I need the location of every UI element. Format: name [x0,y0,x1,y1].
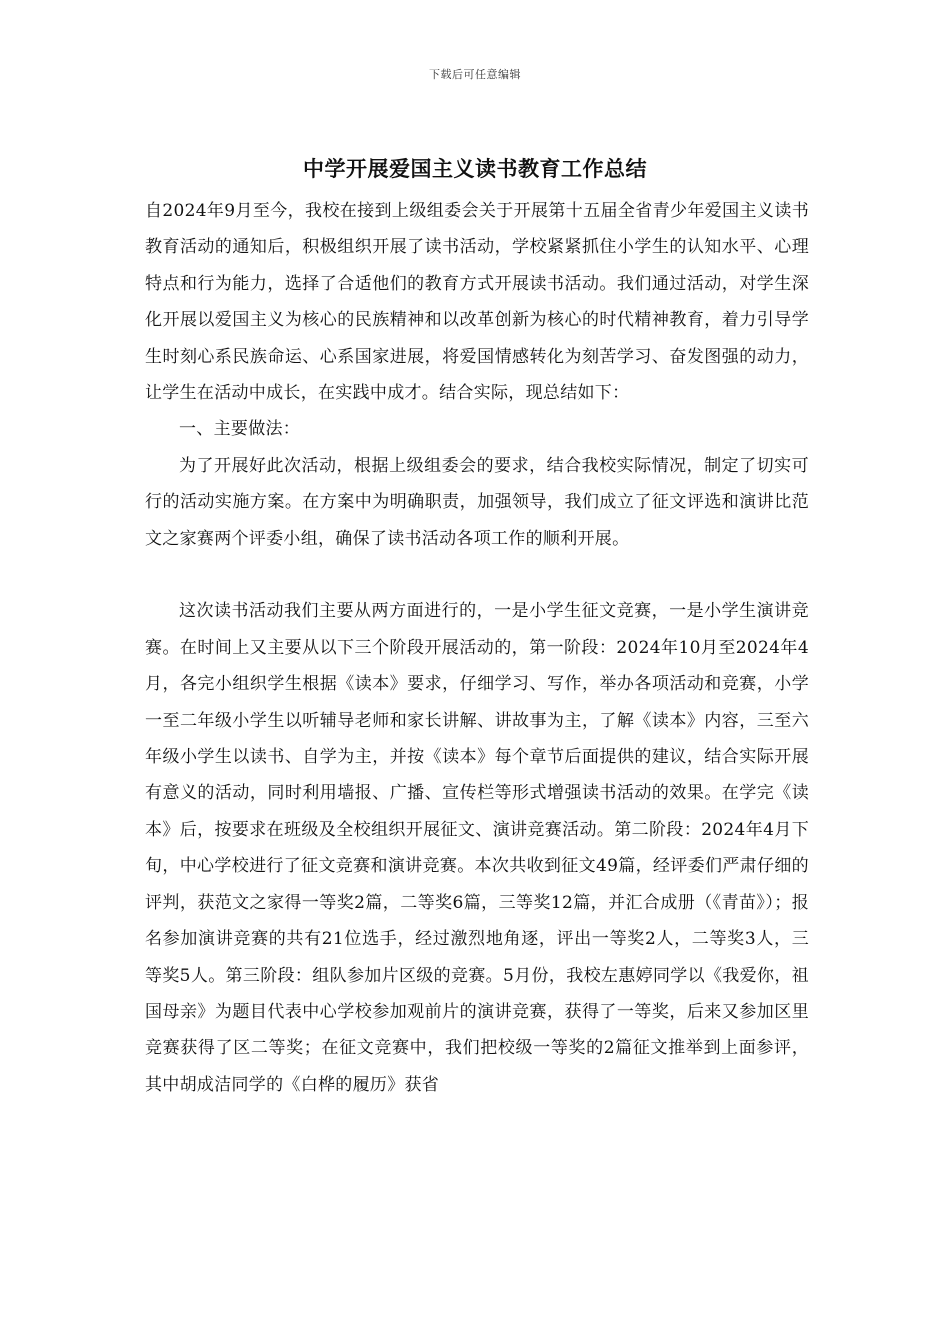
document-title: 中学开展爱国主义读书教育工作总结 [303,156,647,181]
body-paragraph: 为了开展好此次活动，根据上级组委会的要求，结合我校实际情况，制定了切实可行的活动实施方案。在方案中为明确职责，加强领导，我们成立了征文评选和演讲比范文之家赛两个评委小组，确保了读书活动各项工作的顺利开展。 [145,455,809,549]
header-note: 下载后可任意编辑 [429,68,521,81]
body-paragraph: 这次读书活动我们主要从两方面进行的，一是小学生征文竞赛，一是小学生演讲竞赛。在时间上又主要从以下三个阶段开展活动的，第一阶段：2024年10月至2024年4月，各完小组织学生根据《读本》要求，仔细学习、写作，举办各项活动和竞赛，小学一至二年级小学生以听辅导老师和家长讲解、讲故事为主，了解《读本》内容，三至六年级小学生以读书、自学为主，并按《读本》每个章节后面提供的建议，结合实际开展有意义的活动，同时利用墙报、广播、宣传栏等形式增强读书活动的效果。在学完《读本》后，按要求在班级及全校组织开展征文、演讲竞赛活动。第二阶段：2024年4月下旬，中心学校进行了征文竞赛和演讲竞赛。本次共收到征文49篇，经评委们严肃仔细的评判，获范文之家得一等奖2篇，二等奖6篇，三等奖12篇，并汇合成册（《青苗》）；报名参加演讲竞赛的共有21位选手，经过激烈地角逐，评出一等奖2人，二等奖3人，三等奖5人。第三阶段：组队参加片区级的竞赛。5月份，我校左惠婷同学以《我爱你，祖国母亲》为题目代表中心学校参加观前片的演讲竞赛，获得了一等奖，后来又参加区里竞赛获得了区二等奖；在征文竞赛中，我们把校级一等奖的2篇征文推举到上面参评，其中胡成洁同学的《白桦的履历》获省 [145,601,809,1095]
intro-paragraph: 自2024年9月至今，我校在接到上级组委会关于开展第十五届全省青少年爱国主义读书教育活动的通知后，积极组织开展了读书活动，学校紧紧抓住小学生的认知水平、心理特点和行为能力，选择了合适他们的教育方式开展读书活动。我们通过活动，对学生深化开展以爱国主义为核心的民族精神和以改革创新为核心的时代精神教育，着力引导学生时刻心系民族命运、心系国家进展，将爱国情感转化为刻苦学习、奋发图强的动力，让学生在活动中成长，在实践中成才。结合实际，现总结如下： [145,201,809,404]
section-heading: 一、主要做法： [179,419,301,440]
paragraph-spacer [145,557,809,593]
document-body [145,193,809,1103]
